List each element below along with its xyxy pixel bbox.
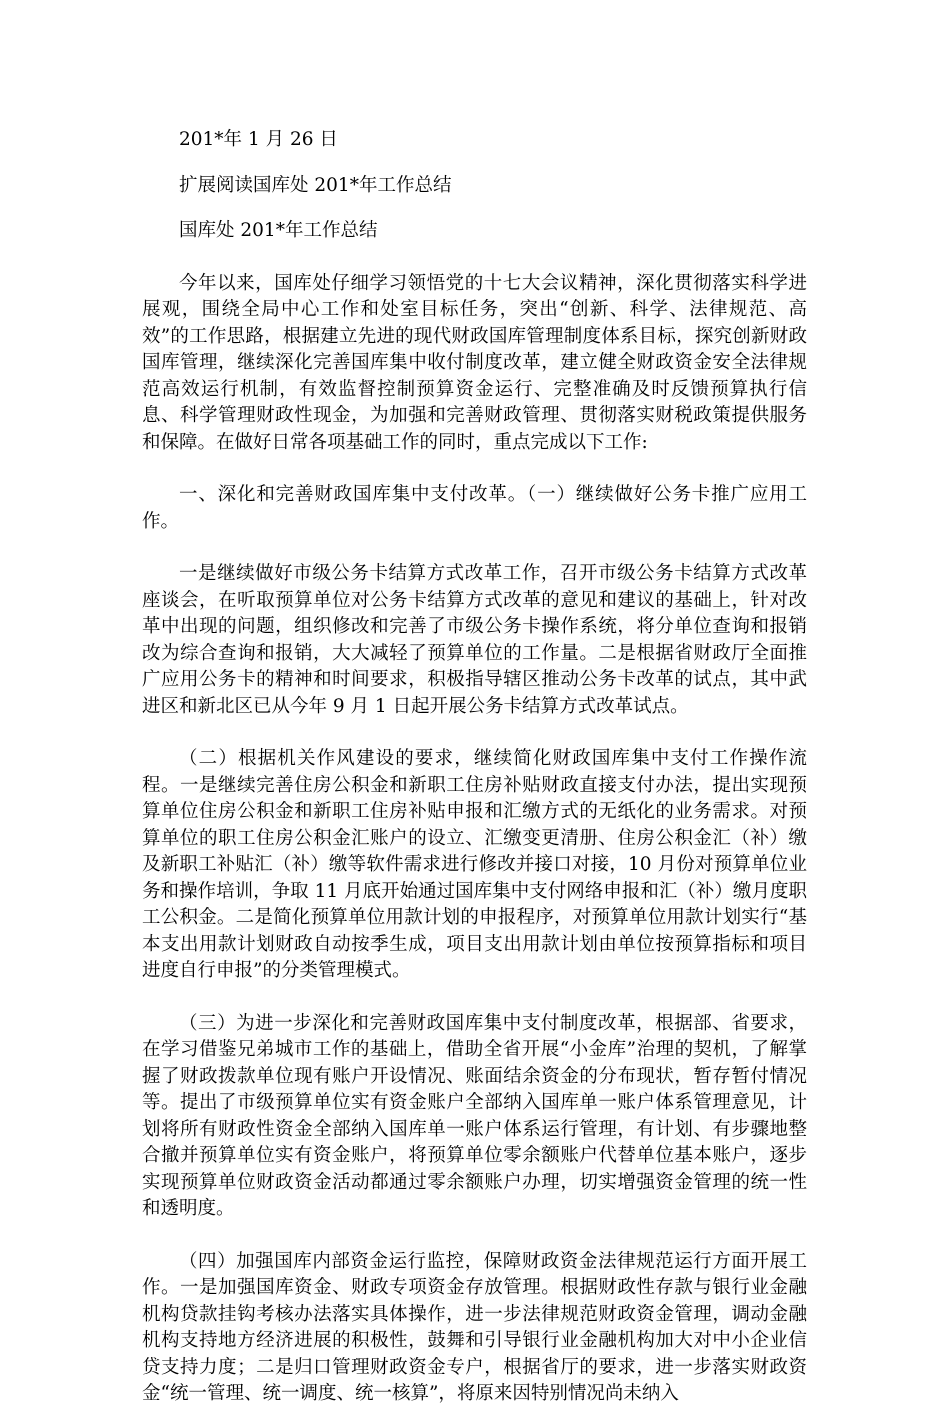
document-body [142, 127, 807, 1408]
document-title: 国库处 201*年工作总结 [179, 220, 378, 241]
paragraph-item-three: （三）为进一步深化和完善财政国库集中支付制度改革，根据部、省要求，在学习借鉴兄弟城市工作的基础上，借助全省开展“小金库”治理的契机，了解掌握了财政拨款单位现有账户开设情况、账面结余资金的分布现状，暂存暂付情况等。提出了市级预算单位实有资金账户全部纳入国库单一账户体系管理意见，计划将所有财政性资金全部纳入国库单一账户体系运行管理，有计划、有步骤地整合撤并预算单位实有资金账户，将预算单位零余额账户代替单位基本账户，逐步实现预算单位财政资金活动都通过零余额账户办理，切实增强资金管理的统一性和透明度。 [142, 1012, 807, 1219]
paragraph-item-four: （四）加强国库内部资金运行监控，保障财政资金法律规范运行方面开展工作。一是加强国库资金、财政专项资金存放管理。根据财政性存款与银行业金融机构贷款挂钩考核办法落实具体操作，进一步法律规范财政资金管理，调动金融机构支持地方经济进展的积极性，鼓舞和引导银行业金融机构加大对中小企业信贷支持力度；二是归口管理财政资金专户，根据省厅的要求，进一步落实财政资金“统一管理、统一调度、统一核算”，将原来因特别情况尚未纳入 [142, 1250, 807, 1404]
paragraph-item-two: （二）根据机关作风建设的要求，继续简化财政国库集中支付工作操作流程。一是继续完善住房公积金和新职工住房补贴财政直接支付办法，提出实现预算单位住房公积金和新职工住房补贴申报和汇缴方式的无纸化的业务需求。对预算单位的职工住房公积金汇账户的设立、汇缴变更清册、住房公积金汇（补）缴及新职工补贴汇（补）缴等软件需求进行修改并接口对接，10 月份对预算单位业务和操作培训，争取 11 月底开始通过国库集中支付网络申报和汇（补）缴月度职工公积金。二是简化预算单位用款计划的申报程序，对预算单位用款计划实行“基本支出用款计划财政自动按季生成，项目支出用款计划由单位按预算指标和项目进度自行申报”的分类管理模式。 [142, 748, 807, 981]
paragraph-official-card: 一是继续做好市级公务卡结算方式改革工作，召开市级公务卡结算方式改革座谈会，在听取预算单位对公务卡结算方式改革的意见和建议的基础上，针对改革中出现的问题，组织修改和完善了市级公务卡操作系统，将分单位查询和报销改为综合查询和报销，大大减轻了预算单位的工作量。二是根据省财政厅全面推广应用公务卡的精神和时间要求，积极指导辖区推动公务卡改革的试点，其中武进区和新北区已从今年 9 月 1 日起开展公务卡结算方式改革试点。 [142, 563, 807, 717]
paragraph-section-one: 一、深化和完善财政国库集中支付改革。（一）继续做好公务卡推广应用工作。 [142, 484, 807, 532]
extended-reading-heading: 扩展阅读国库处 201*年工作总结 [179, 174, 452, 196]
date-line: 201*年 1 月 26 日 [179, 129, 338, 150]
paragraph-intro: 今年以来，国库处仔细学习领悟党的十七大会议精神，深化贯彻落实科学进展观，围绕全局中心工作和处室目标任务，突出“创新、科学、法律规范、高效”的工作思路，根据建立先进的现代财政国库管理制度体系目标，探究创新财政国库管理，继续深化完善国库集中收付制度改革，建立健全财政资金安全法律规范高效运行机制，有效监督控制预算资金运行、完整准确及时反馈预算执行信息、科学管理财政性现金，为加强和完善财政管理、贯彻落实财税政策提供服务和保障。在做好日常各项基础工作的同时，重点完成以下工作: [142, 272, 807, 453]
